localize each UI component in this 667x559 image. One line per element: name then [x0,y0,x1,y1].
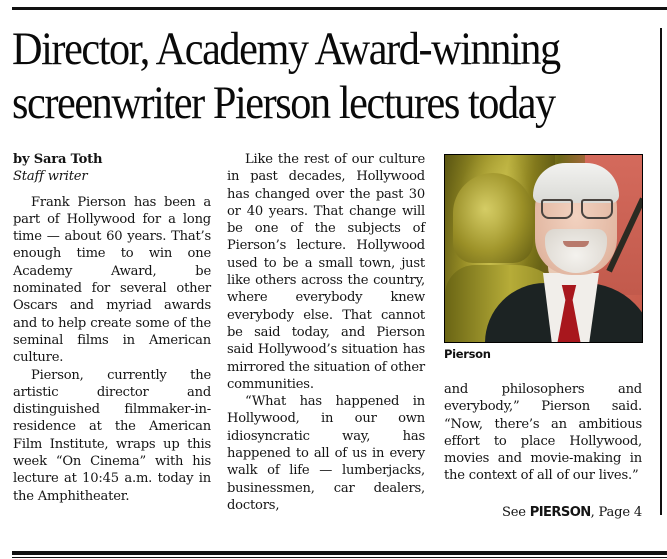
article-column-2 [227,151,425,514]
photo-caption: Pierson [444,347,491,361]
byline-title: Staff writer [13,169,88,185]
headline-line-1: Director, Academy Award-winning [12,23,560,75]
headline-line-2: screenwriter Pierson lectures today [12,77,555,129]
paragraph: Pierson, currently the artistic director and distinguished filmmaker-in-residence at the American Film Institute, wraps up this week “On Cinema” with his lecture at 10:45 a.m. today in the Amphitheater. [13,367,211,504]
subject-glasses [539,199,615,221]
paragraph: and philosophers and everybody,” Pierson said. “Now, there’s an ambitious effort to place Hollywood, movies and movie-making in the context of all of our lives.” [444,382,642,484]
jump-page: , Page 4 [590,505,642,520]
paragraph: Frank Pierson has been a part of Hollywood for a long time — about 60 years. That’s enough time to win one Academy Award, be nominated for several other Oscars and myriad awards and to help create some of the seminal films in American culture. [13,194,211,366]
subject-mouth [563,241,589,247]
top-rule [12,7,667,10]
subject-hair [533,163,619,203]
bottom-rule-thin [12,557,667,558]
byline-author: by Sara Toth [13,152,103,167]
oscar-statue-head [453,173,533,263]
jump-prefix: See [501,505,530,520]
paragraph: “What has happened in Hollywood, in our own idiosyncratic way, has happened to all of us in every walk of life — lumberjacks, businessmen, car dealers, doctors, [227,394,425,513]
right-column-rule [660,28,662,515]
jump-keyword: PIERSON [529,505,591,520]
paragraph: Like the rest of our culture in past decades, Hollywood has changed over the past 30 or 40 years. That change will be one of the subjects of Pierson’s lecture. Hollywood used to be a small town, just like others across the country, where everybody knew everybody else. That cannot be said today, and Pierson said Hollywood’s situation has mirrored the situation of other communities. [227,152,425,392]
headline [12,22,588,130]
bottom-rule-thick [12,551,667,555]
article-column-1 [13,151,211,505]
pierson-photo [444,154,643,343]
jump-line[interactable] [502,505,642,520]
article-column-3 [444,381,642,485]
